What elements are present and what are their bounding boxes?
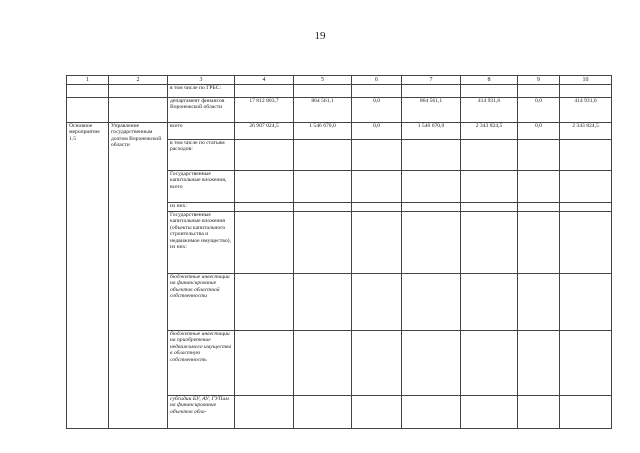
table-cell xyxy=(461,140,518,171)
table-cell xyxy=(294,203,352,212)
table-cell xyxy=(352,212,402,274)
table-cell xyxy=(518,212,560,274)
header-cell: 8 xyxy=(461,76,518,85)
table-cell xyxy=(461,331,518,396)
table-cell xyxy=(518,140,560,171)
table-cell xyxy=(352,171,402,203)
table-cell xyxy=(461,85,518,98)
value-cell: 0,0 xyxy=(518,98,560,123)
page-number: 19 xyxy=(314,30,326,42)
table-row xyxy=(67,123,612,140)
table-cell xyxy=(461,212,518,274)
table-cell xyxy=(461,203,518,212)
table-row xyxy=(67,85,612,98)
activity-name-cell: Основное мероприятие 1.5 xyxy=(67,123,109,429)
table-cell xyxy=(235,396,294,429)
table-cell: из них: xyxy=(168,203,235,212)
header-cell: 9 xyxy=(518,76,560,85)
value-cell: 2 343 824,5 xyxy=(461,123,518,140)
table-cell xyxy=(461,396,518,429)
budget-table xyxy=(66,75,612,429)
table-cell xyxy=(352,274,402,331)
table-cell xyxy=(402,171,461,203)
table-cell xyxy=(294,171,352,203)
table-cell xyxy=(518,331,560,396)
table-cell xyxy=(67,98,109,123)
table-cell xyxy=(294,331,352,396)
value-cell: 17 812 803,7 xyxy=(235,98,294,123)
table-cell: бюджетные инвестиции на приобретение недвижимого имущества в областную собственность xyxy=(168,331,235,396)
table-cell xyxy=(518,171,560,203)
table-cell xyxy=(294,274,352,331)
header-cell: 5 xyxy=(294,76,352,85)
value-cell: 1 546 670,0 xyxy=(402,123,461,140)
table-cell xyxy=(402,331,461,396)
header-cell: 2 xyxy=(109,76,168,85)
header-cell: 6 xyxy=(352,76,402,85)
table-cell xyxy=(402,85,461,98)
table-cell xyxy=(518,203,560,212)
table-cell xyxy=(461,171,518,203)
header-cell: 7 xyxy=(402,76,461,85)
table-cell xyxy=(560,331,612,396)
table-cell xyxy=(461,274,518,331)
table-cell xyxy=(402,396,461,429)
table-cell: в том числе по ГРБС: xyxy=(168,85,235,98)
table-cell xyxy=(294,396,352,429)
table-cell xyxy=(518,396,560,429)
table-cell xyxy=(402,203,461,212)
table-cell xyxy=(294,140,352,171)
table-cell xyxy=(235,274,294,331)
header-cell: 4 xyxy=(235,76,294,85)
table-cell xyxy=(352,396,402,429)
value-cell: 26 907 024,5 xyxy=(235,123,294,140)
table-cell: всего xyxy=(168,123,235,140)
table-cell xyxy=(560,212,612,274)
table-cell xyxy=(518,274,560,331)
table-cell xyxy=(560,396,612,429)
table-cell xyxy=(560,274,612,331)
table-cell xyxy=(352,85,402,98)
table-cell xyxy=(402,212,461,274)
table-cell xyxy=(294,85,352,98)
header-row xyxy=(67,76,612,85)
value-cell: 864 561,1 xyxy=(402,98,461,123)
table-cell xyxy=(560,171,612,203)
table-cell xyxy=(235,212,294,274)
table-cell xyxy=(235,203,294,212)
table-cell xyxy=(352,140,402,171)
value-cell: 414 931,6 xyxy=(560,98,612,123)
table-cell xyxy=(294,212,352,274)
table-cell xyxy=(352,203,402,212)
table-cell: департамент финансов Воронежской области xyxy=(168,98,235,123)
table-cell xyxy=(235,331,294,396)
header-cell: 1 xyxy=(67,76,109,85)
table-cell xyxy=(560,85,612,98)
table-cell xyxy=(235,85,294,98)
header-cell: 3 xyxy=(168,76,235,85)
table-cell: бюджетные инвестиции на финансирование объектов областной собственности xyxy=(168,274,235,331)
table-cell xyxy=(235,140,294,171)
table-cell xyxy=(235,171,294,203)
value-cell: 0,0 xyxy=(352,98,402,123)
table-row xyxy=(67,98,612,123)
table-cell xyxy=(67,85,109,98)
table-cell xyxy=(402,140,461,171)
value-cell: 0,0 xyxy=(352,123,402,140)
header-cell: 10 xyxy=(560,76,612,85)
table-cell xyxy=(560,203,612,212)
executor-cell: Управление государственным долгом Воронежской области xyxy=(109,123,168,429)
value-cell: 414 931,6 xyxy=(461,98,518,123)
table-cell: в том числе по статьям расходов: xyxy=(168,140,235,171)
value-cell: 864 561,1 xyxy=(294,98,352,123)
table-cell: субсидии БУ, АУ, ГУПам на финансирование объектов обла- xyxy=(168,396,235,429)
table-cell xyxy=(560,140,612,171)
table-cell xyxy=(352,331,402,396)
value-cell: 2 343 824,5 xyxy=(560,123,612,140)
value-cell: 1 546 670,0 xyxy=(294,123,352,140)
table-cell xyxy=(109,85,168,98)
table-cell xyxy=(518,85,560,98)
table-cell xyxy=(402,274,461,331)
value-cell: 0,0 xyxy=(518,123,560,140)
table-cell: Государственные капитальные вложения (объекты капитального строительства и недвижимое имущество), из них: xyxy=(168,212,235,274)
table-cell: Государственные капитальные вложения, всего xyxy=(168,171,235,203)
table-cell xyxy=(109,98,168,123)
